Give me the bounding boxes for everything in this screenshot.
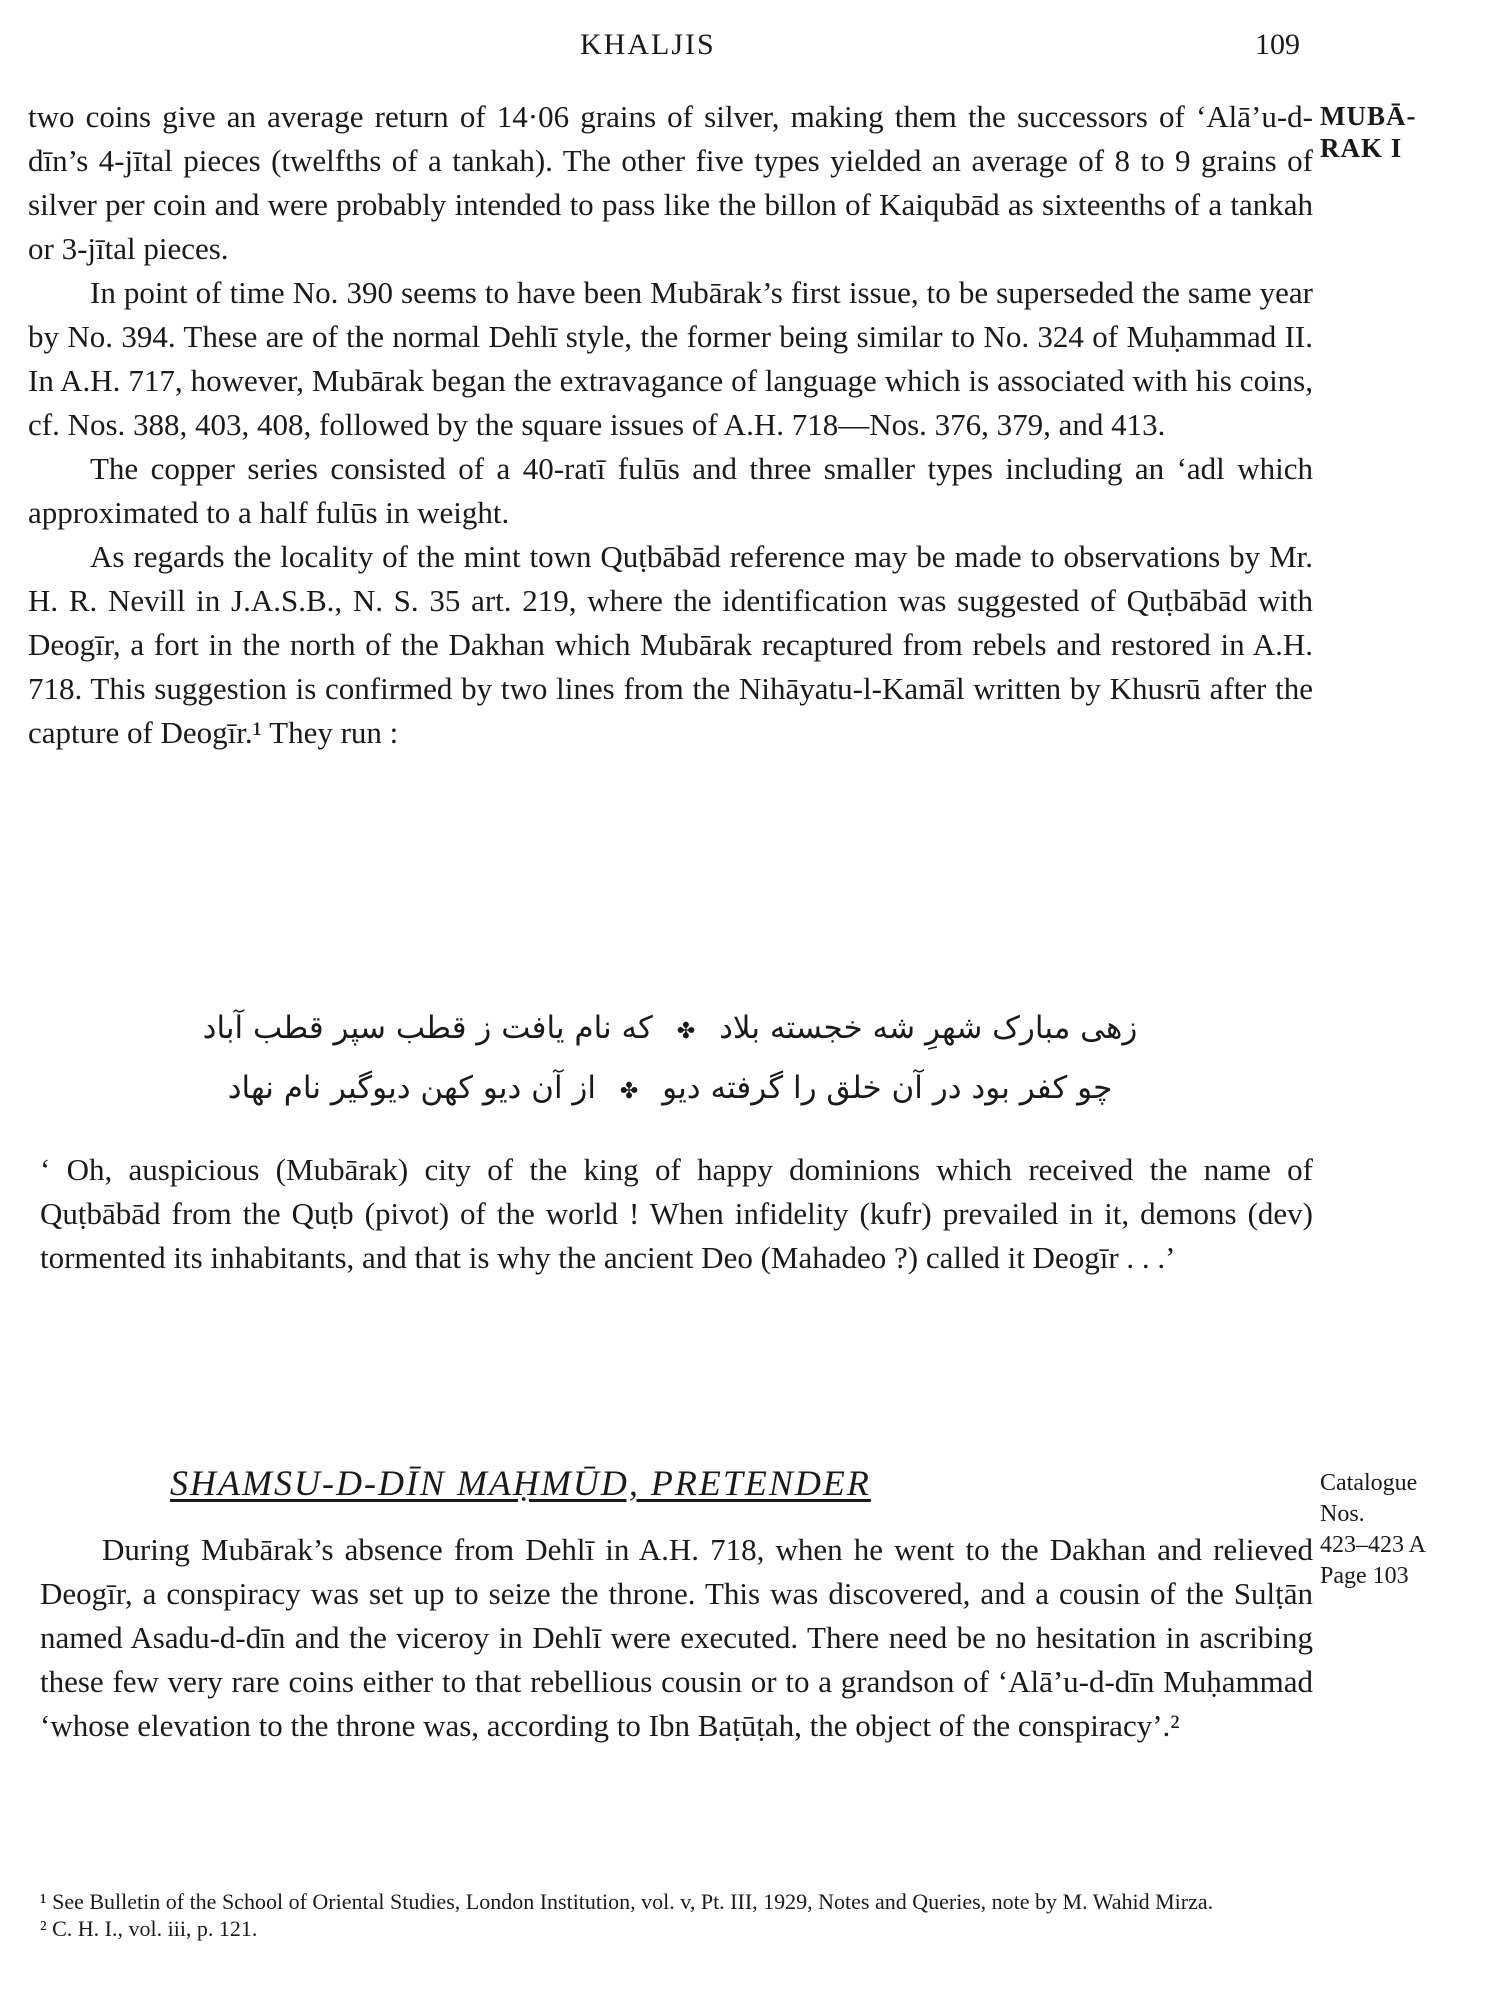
verse-hemistich: چو کفر بود در آن خلق را گرفته دیو <box>662 1070 1113 1106</box>
footnotes <box>40 1888 1313 1942</box>
paragraph-mint-town: As regards the locality of the mint town Quṭbābād reference may be made to observations by Mr. H. R. Nevill in J.A.S.B., N. S. 35 art. 219, where the identification was suggested of Quṭbābād with Deogīr, a fort in the north of the Dakhan which Mubārak recaptured from rebels and restored in A.H. 718. This suggestion is confirmed by two lines from the Nihāyatu-l-Kamāl written by Khusrū after the capture of Deogīr.¹ They run : <box>28 539 1313 750</box>
verse-translation: ‘ Oh, auspicious (Mubārak) city of the king of happy dominions which received the name of Quṭbābād from the Quṭb (pivot) of the world ! When infidelity (kufr) prevailed in it, demons (dev) tormented its inhabitants, and that is why the ancient Deo (Mahadeo ?) called it Deogīr . . .’ <box>40 1152 1313 1275</box>
verse-line <box>100 1058 1240 1118</box>
paragraph-continuation: two coins give an average return of 14·06 grains of silver, making them the successors of ‘Alā’u-d-dīn’s 4-jītal pieces (twelfths of a tankah). The other five types yielded an average of 8 to 9 grains of silver per coin and were probably intended to pass like the billon of Kaiqubād as sixteenths of a tankah or 3-jītal pieces. <box>28 99 1313 266</box>
margin-note-line: MUBĀ- <box>1320 101 1417 131</box>
section-heading: SHAMSU-D-DĪN MAḤMŪD, PRETENDER <box>170 1463 871 1503</box>
paragraph-first-issue: In point of time No. 390 seems to have been Mubārak’s first issue, to be superseded the same year by No. 394. These are of the normal Dehlī style, the former being similar to No. 324 of Muḥammad II. In A.H. 717, however, Mubārak began the extravagance of language which is associated with his coins, cf. Nos. 388, 403, 408, followed by the square issues of A.H. 718—Nos. 376, 379, and 413. <box>28 275 1313 442</box>
margin-note-mubarak <box>1320 100 1416 164</box>
margin-note-catalogue <box>1320 1468 1426 1592</box>
paragraph-copper-series: The copper series consisted of a 40-ratī fulūs and three smaller types including an ‘adl which approximated to a half fulūs in weight. <box>28 451 1313 530</box>
margin-note-line: RAK I <box>1320 133 1403 163</box>
running-head <box>0 28 1500 68</box>
margin-note-line: Nos. <box>1320 1501 1365 1527</box>
margin-note-line: Page 103 <box>1320 1563 1409 1589</box>
body-text-upper <box>28 95 1313 755</box>
verse-separator: ✤ <box>676 1019 696 1044</box>
paragraph-conspiracy: During Mubārak’s absence from Dehlī in A.H. 718, when he went to the Dakhan and relieved Deogīr, a conspiracy was set up to seize the throne. This was discovered, and a cousin of the Sulṭān named Asadu-d-dīn and the viceroy in Dehlī were executed. There need be no hesitation in ascribing these few very rare coins either to that rebellious cousin or to a grandson of ‘Alā’u-d-dīn Muḥammad ‘whose elevation to the throne was, according to Ibn Baṭūṭah, the object of the conspiracy’.² <box>40 1532 1313 1743</box>
footnote-1: ¹ See Bulletin of the School of Oriental Studies, London Institution, vol. v, Pt. III, 1929, Notes and Queries, note by M. Wahid Mirza. <box>40 1889 1214 1914</box>
verse-hemistich: که نام یافت ز قطب سپر قطب آباد <box>202 1010 653 1046</box>
margin-note-line: Catalogue <box>1320 1470 1418 1496</box>
body-text-section <box>40 1528 1313 1748</box>
verse-hemistich: از آن دیو کهن دیوگیر نام نهاد <box>227 1070 596 1106</box>
persian-verse <box>100 998 1240 1118</box>
verse-line <box>100 998 1240 1058</box>
footnote-2: ² C. H. I., vol. iii, p. 121. <box>40 1916 258 1941</box>
running-title: KHALJIS <box>580 28 716 61</box>
page-number: 109 <box>1255 28 1300 61</box>
verse-separator: ✤ <box>619 1079 639 1104</box>
verse-hemistich: زهی مبارک شهرِ شه خجسته بلاد <box>719 1010 1138 1046</box>
margin-note-line: 423–423 A <box>1320 1532 1427 1558</box>
